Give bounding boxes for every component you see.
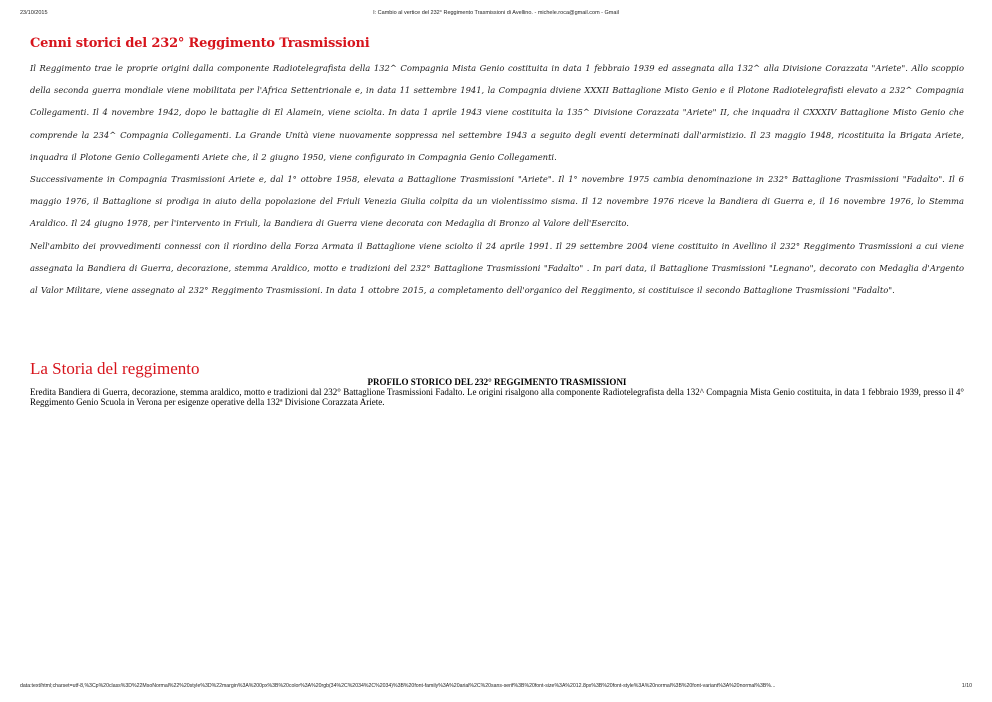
page-number: 1/10 bbox=[961, 683, 972, 689]
print-title: I: Cambio al vertice del 232° Reggimento Trasmissioni di Avellino. - michele.roca@gmail.com - Gmail bbox=[373, 10, 619, 16]
profilo-storico-text: Eredita Bandiera di Guerra, decorazione, stemma araldico, motto e tradizioni dal 232° Battaglione Trasmissioni Fadalto. Le origini risalgono alla componente Radiotelegrafista della 132^ Compagnia Mista Genio costituita, in data 1 febbraio 1939, presso il 4° Reggimento Genio Scuola in Verona per esigenze operative della 132ª Divisione Corazzata Ariete. bbox=[30, 387, 964, 408]
cenni-storici-title: Cenni storici del 232° Reggimento Trasmissioni bbox=[30, 36, 370, 51]
cenni-paragraph: Successivamente in Compagnia Trasmissioni Ariete e, dal 1° ottobre 1958, elevata a Battaglione Trasmissioni "Ariete". Il 1° novembre 1975 cambia denominazione in 232° Battaglione Trasmissioni "Fadalto". Il 6 maggio 1976, il Battaglione si prodiga in aiuto della popolazione del Friuli Venezia Giulia colpita da un violentissimo sisma. Il 12 novembre 1976 riceve la Bandiera di Guerra e, il 16 novembre 1976, lo Stemma Araldico. Il 24 giugno 1978, per l'intervento in Friuli, la Bandiera di Guerra viene decorata con Medaglia di Bronzo al Valore dell'Esercito. bbox=[30, 174, 964, 229]
cenni-paragraph: Nell'ambito dei provvedimenti connessi con il riordino della Forza Armata il Battaglione viene sciolto il 24 aprile 1991. Il 29 settembre 2004 viene costituito in Avellino il 232° Reggimento Trasmissioni a cui viene assegnata la Bandiera di Guerra, decorazione, stemma Araldico, motto e tradizioni del 232° Battaglione Trasmissioni "Fadalto" . In pari data, il Battaglione Trasmissioni "Legnano", decorato con Medaglia d'Argento al Valor Militare, viene assegnato al 232° Reggimento Trasmissioni. In data 1 ottobre 2015, a completamento dell'organico del Reggimento, si costituisce il secondo Battaglione Trasmissioni "Fadalto". bbox=[30, 240, 964, 296]
storia-section bbox=[30, 359, 964, 407]
cenni-paragraph: Il Reggimento trae le proprie origini dalla componente Radiotelegrafista della 132^ Compagnia Mista Genio costituita in data 1 febbraio 1939 ed assegnata alla 132^ alla Divisione Corazzata "Ariete". Allo scoppio della seconda guerra mondiale viene mobilitata per l'Africa Settentrionale e, in data 11 settembre 1941, la Compagnia diviene XXXII Battaglione Misto Genio e il Plotone Radiotelegrafisti elevato a 232^ Compagnia Collegamenti. Il 4 novembre 1942, dopo le battaglie di El Alamein, viene sciolta. In data 1 aprile 1943 viene costituita la 135^ Divisione Corazzata "Ariete" II, che inquadra il CXXXIV Battaglione Misto Genio che comprende la 234^ Compagnia Collegamenti. La Grande Unità viene nuovamente soppressa nel settembre 1943 a seguito degli eventi determinati dall'armistizio. Il 23 maggio 1948, ricostituita la Brigata Ariete, inquadra il Plotone Genio Collegamenti Ariete che, il 2 giugno 1950, viene configurato in Compagnia Genio Collegamenti. bbox=[30, 63, 964, 162]
document-body bbox=[30, 36, 964, 407]
print-url: data:text/html;charset=utf-8,%3Cp%20class%3D%22MsoNormal%22%20style%3D%22margin%3A%200px%3B%20color%3A%20rgb(34%2C%2034%2C%2034)%3B%20font-family%3A%20arial%2C%20sans-serif%3B%20font-size%3A%2012.8px%3B%20font-style%3A%20normal%3B%20font-variant%3A%20normal%3B%... bbox=[20, 683, 776, 689]
profilo-storico-heading: PROFILO STORICO DEL 232° REGGIMENTO TRASMISSIONI bbox=[367, 377, 627, 388]
storia-title: La Storia del reggimento bbox=[30, 359, 200, 379]
print-date: 23/10/2015 bbox=[20, 10, 48, 16]
cenni-storici-section bbox=[30, 36, 964, 301]
print-footer bbox=[20, 683, 972, 693]
print-header bbox=[20, 10, 972, 20]
